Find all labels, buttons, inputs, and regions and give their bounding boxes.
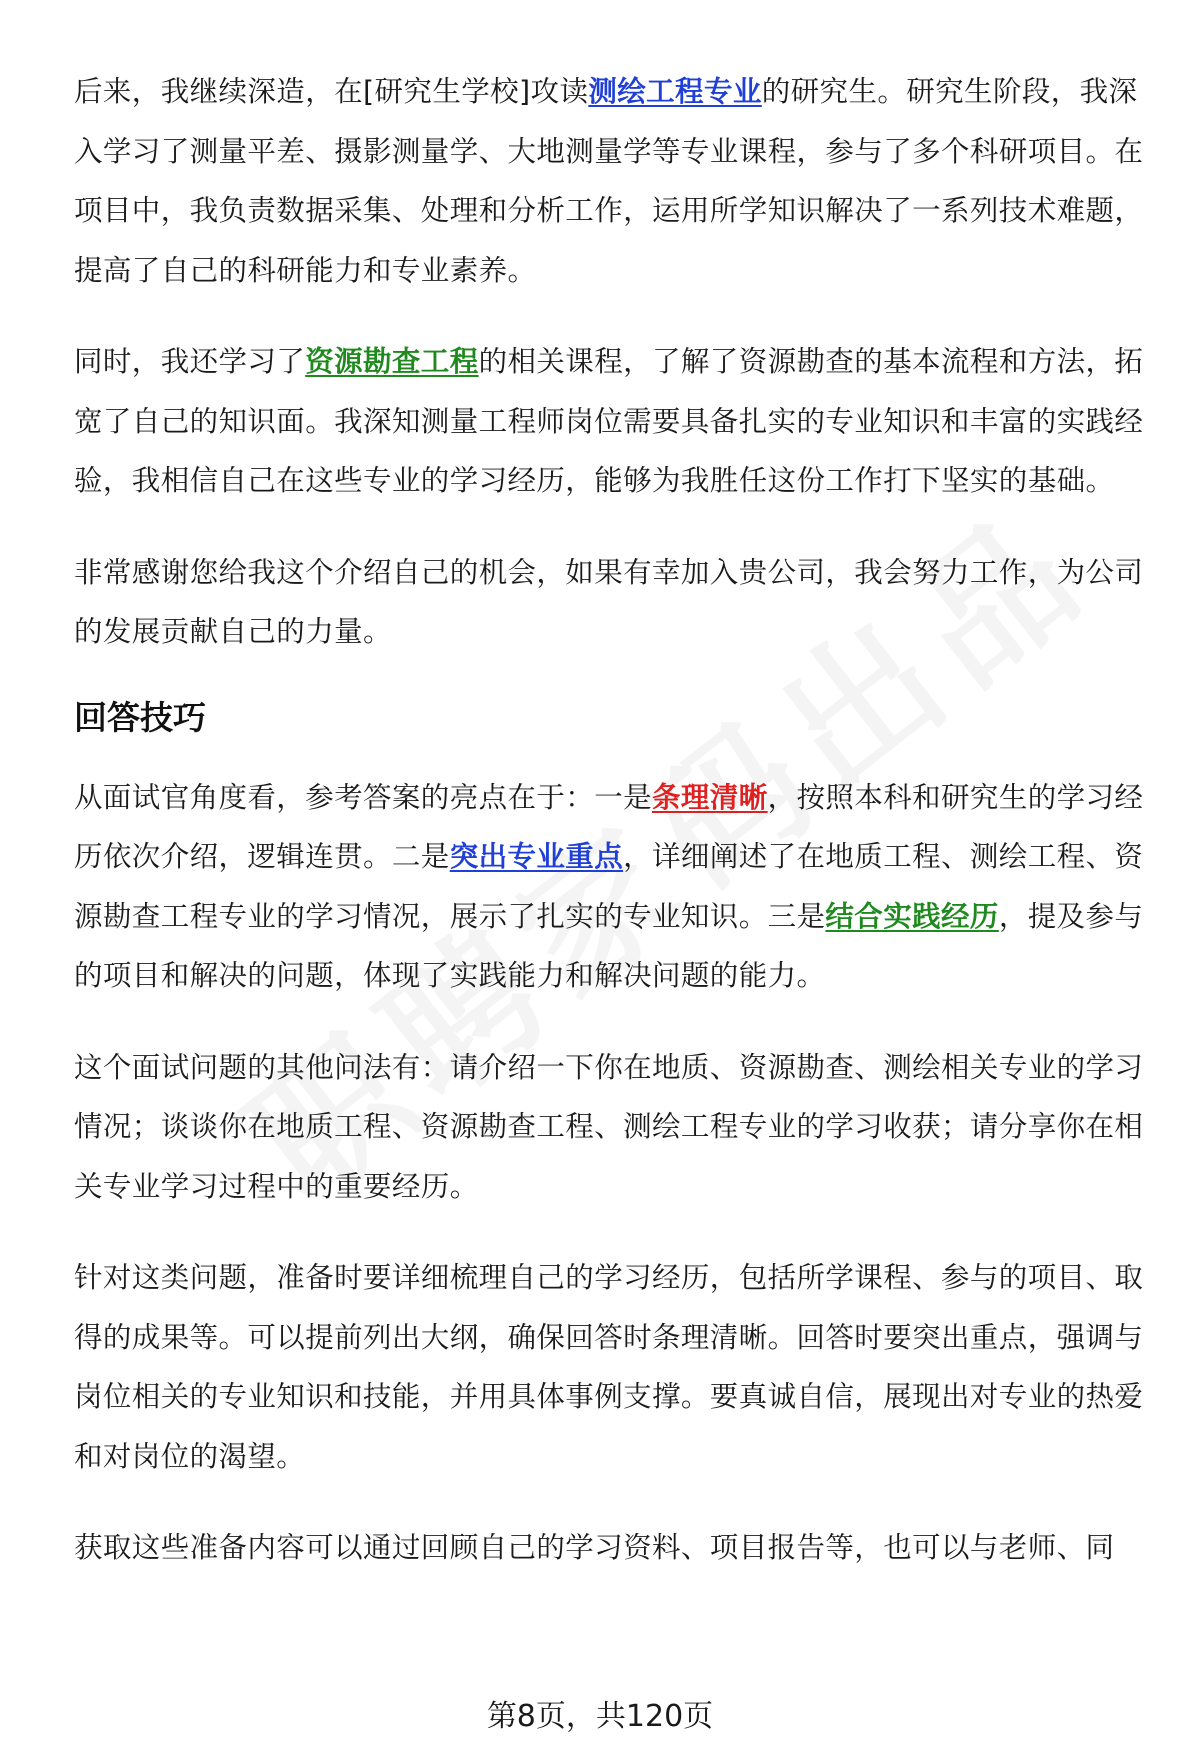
paragraphs-paragraph xyxy=(74,543,1150,662)
paragraph-text: 获取这些准备内容可以通过回顾自己的学习资料、项目报告等，也可以与老师、同 xyxy=(74,1531,1115,1564)
paragraph-text: 针对这类问题，准备时要详细梳理自己的学习经历，包括所学课程、参与的项目、取得的成果等。可以提前列出大纲，确保回答时条理清晰。回答时要突出重点，强调与岗位相关的专业知识和技能，并用具体事例支撑。要真诚自信，展现出对专业的热爱和对岗位的渴望。 xyxy=(74,1261,1144,1473)
tips-paragraph xyxy=(74,1038,1150,1217)
page-number: 第8页，共120页 xyxy=(486,1699,714,1734)
highlight-term: 测绘工程专业 xyxy=(588,75,762,108)
document-page xyxy=(74,62,1150,1578)
highlight-term: 条理清晰 xyxy=(652,780,768,814)
paragraph-text: 同时，我还学习了 xyxy=(74,345,306,378)
tips-paragraph xyxy=(74,768,1150,1006)
paragraph-text: 非常感谢您给我这个介绍自己的机会，如果有幸加入贵公司，我会努力工作，为公司的发展贡献自己的力量。 xyxy=(74,555,1144,648)
paragraph-text: ，提及参与的项目和解决的问题，体现了实践能力和解决问题的能力。 xyxy=(74,899,1144,992)
tips-body xyxy=(74,768,1150,1578)
paragraph-text: 的研究生。研究生阶段，我深入学习了测量平差、摄影测量学、大地测量学等专业课程，参与了多个科研项目。在项目中，我负责数据采集、处理和分析工作，运用所学知识解决了一系列技术难题，提高了自己的科研能力和专业素养。 xyxy=(74,75,1144,287)
paragraph-text: 从面试官角度看，参考答案的亮点在于：一是 xyxy=(74,780,653,814)
tips-paragraph xyxy=(74,1248,1150,1486)
highlight-term: 资源勘查工程 xyxy=(305,345,479,378)
answer-body xyxy=(74,62,1150,662)
paragraph-text: ，详细阐述了在地质工程、测绘工程、资源勘查工程专业的学习情况，展示了扎实的专业知识。三是 xyxy=(74,840,1144,933)
paragraph-text: 的相关课程，了解了资源勘查的基本流程和方法，拓宽了自己的知识面。我深知测量工程师岗位需要具备扎实的专业知识和丰富的实践经验，我相信自己在这些专业的学习经历，能够为我胜任这份工作打下坚实的基础。 xyxy=(74,345,1144,497)
paragraph-text: ，按照本科和研究生的学习经历依次介绍，逻辑连贯。二是 xyxy=(74,780,1144,873)
paragraphs-paragraph xyxy=(74,332,1150,511)
paragraphs-paragraph xyxy=(74,62,1150,300)
highlight-term: 突出专业重点 xyxy=(449,840,624,873)
paragraph-text: 这个面试问题的其他问法有：请介绍一下你在地质、资源勘查、测绘相关专业的学习情况；谈谈你在地质工程、资源勘查工程、测绘工程专业的学习收获；请分享你在相关专业学习过程中的重要经历。 xyxy=(74,1050,1144,1203)
paragraph-text: 后来，我继续深造，在[研究生学校]攻读 xyxy=(74,75,589,108)
tips-paragraph xyxy=(74,1518,1150,1578)
section-title: 回答技巧 xyxy=(74,697,206,737)
highlight-term: 结合实践经历 xyxy=(825,899,999,933)
